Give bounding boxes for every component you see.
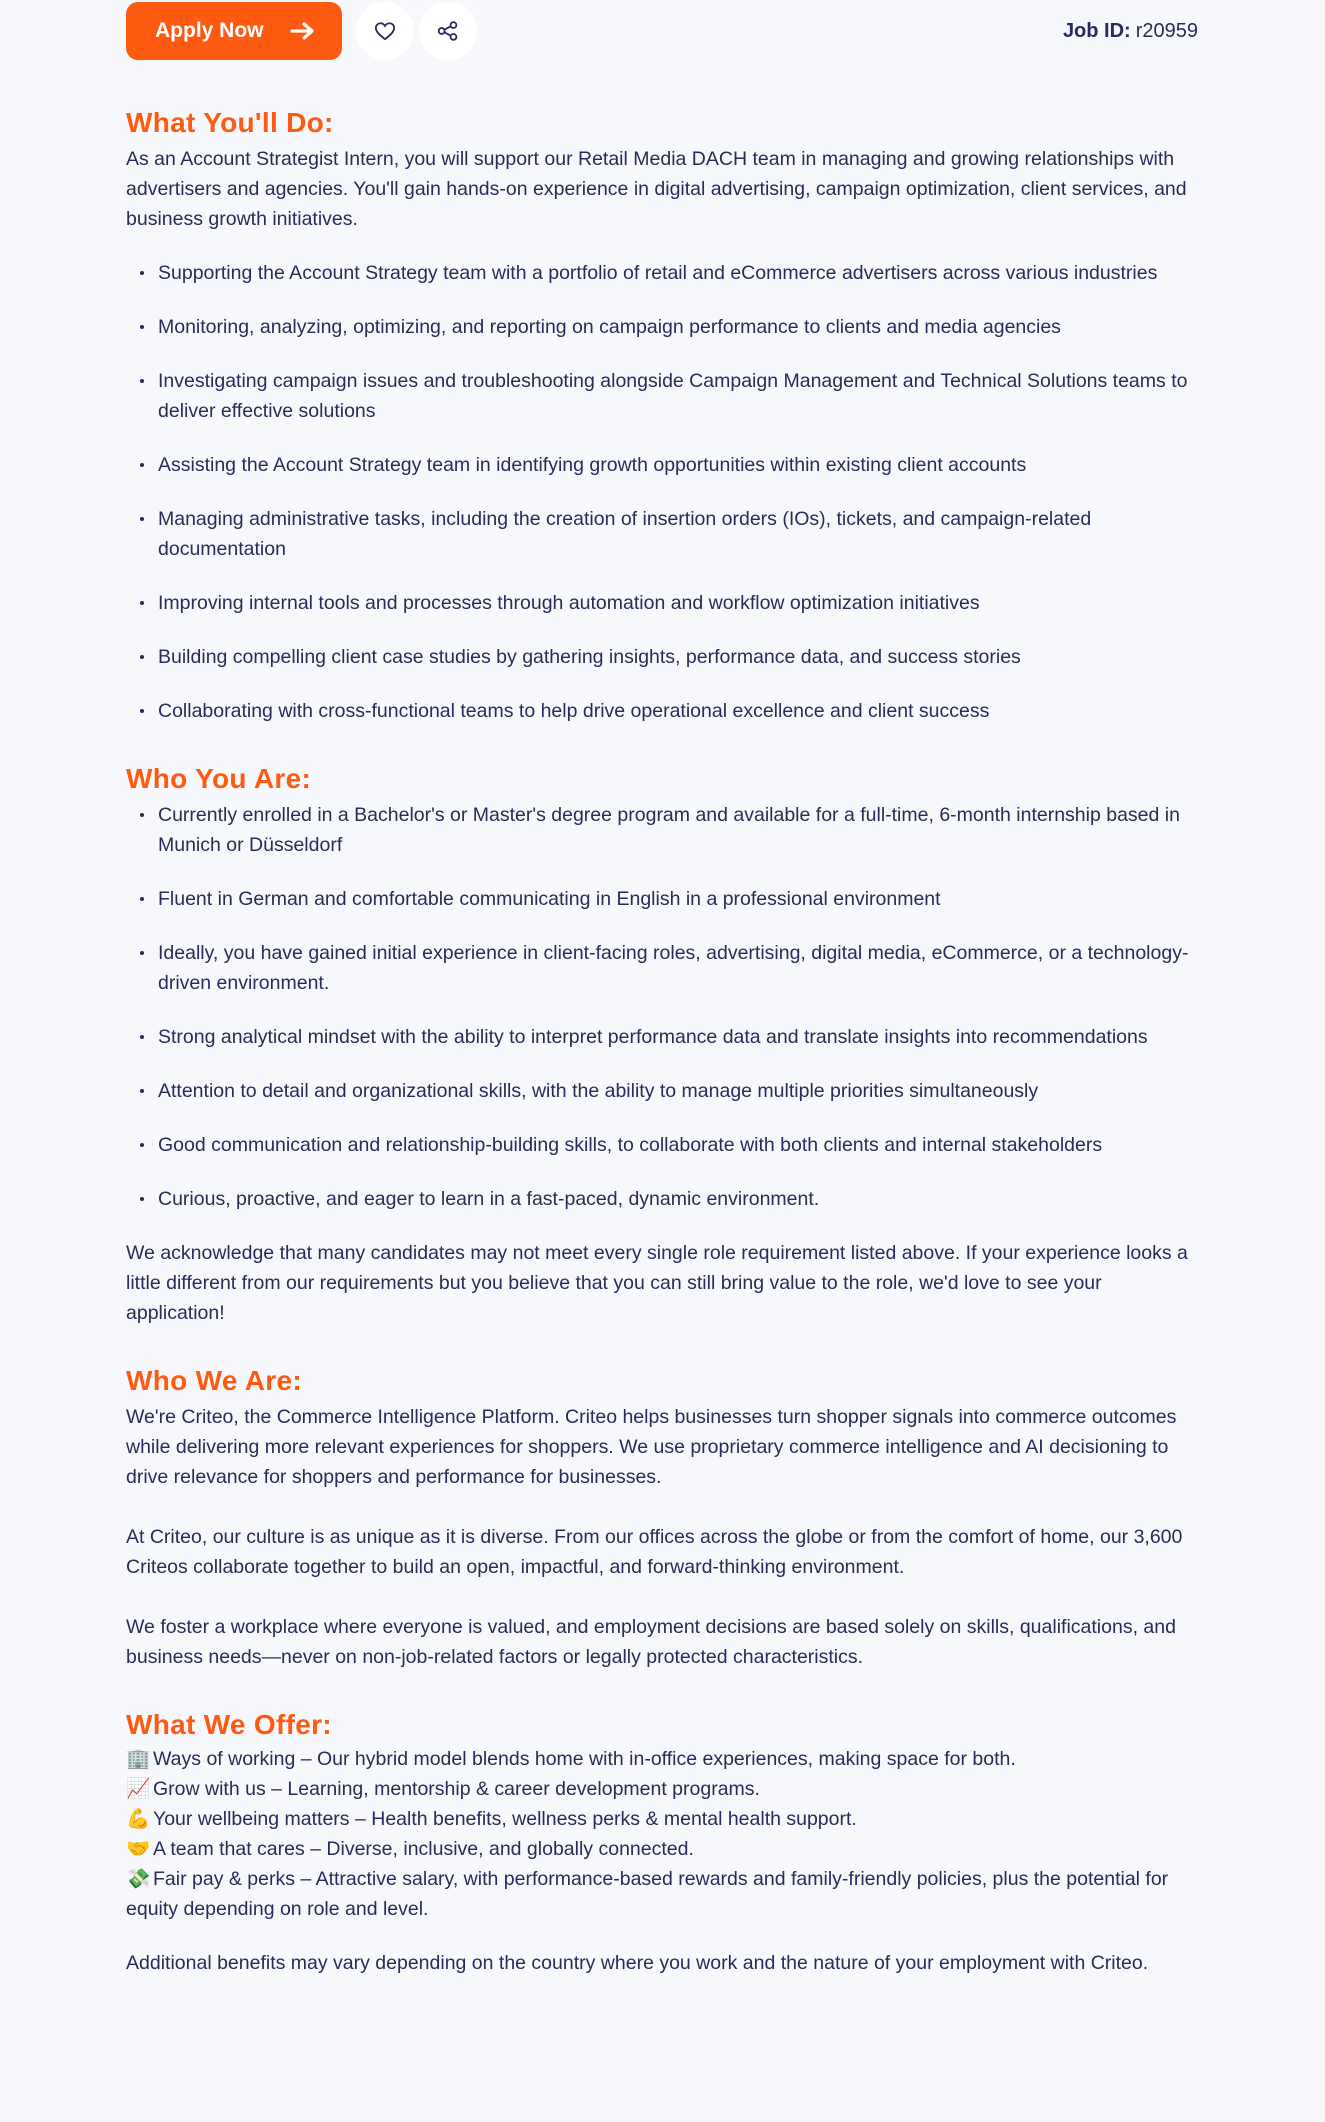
heart-icon [374, 21, 396, 41]
who-we-are-section [126, 1362, 1196, 1672]
list-item: Attention to detail and organizational skills, with the ability to manage multiple priorities simultaneously [126, 1076, 1196, 1106]
job-action-bar [126, 2, 1198, 60]
responsibilities-list [126, 258, 1196, 726]
list-item: Managing administrative tasks, including the creation of insertion orders (IOs), tickets, and campaign-related documentation [126, 504, 1196, 564]
list-item: Supporting the Account Strategy team with a portfolio of retail and eCommerce advertisers across various industries [126, 258, 1196, 288]
list-item: Assisting the Account Strategy team in identifying growth opportunities within existing client accounts [126, 450, 1196, 480]
share-icon [437, 21, 459, 41]
paragraph: At Criteo, our culture is as unique as it is diverse. From our offices across the globe or from the comfort of home, our 3,600 Criteos collaborate together to build an open, impactful, and forward-thinking environment. [126, 1526, 1183, 1578]
apply-now-button[interactable] [126, 2, 342, 60]
benefit-text: Your wellbeing matters – Health benefits, wellness perks & mental health support. [153, 1808, 857, 1830]
requirements-list [126, 800, 1196, 1214]
share-button[interactable] [419, 2, 477, 60]
section-title: What We Offer: [126, 1709, 332, 1740]
section-title: Who We Are: [126, 1365, 302, 1396]
section-closing: We acknowledge that many candidates may not meet every single role requirement listed above. If your experience looks a little different from our requirements but you believe that you can still bring value to the role, we'd love to see your application! [126, 1242, 1188, 1324]
job-id-label: Job ID: [1062, 20, 1131, 42]
benefits-footer: Additional benefits may vary depending on the country where you work and the nature of your employment with Criteo. [126, 1952, 1149, 1974]
handshake-icon: 🤝 [126, 1838, 151, 1860]
benefit-text: Fair pay & perks – Attractive salary, with performance-based rewards and family-friendly policies, plus the potential for equity depending on role and level. [126, 1868, 1169, 1920]
arrow-right-icon [290, 21, 316, 41]
list-item: Improving internal tools and processes through automation and workflow optimization initiatives [126, 588, 1196, 618]
what-you-do-section [126, 104, 1196, 726]
section-title: What You'll Do: [126, 107, 334, 138]
office-building-icon: 🏢 [126, 1748, 151, 1770]
section-intro: As an Account Strategist Intern, you will support our Retail Media DACH team in managing and growing relationships with advertisers and agencies. You'll gain hands-on experience in digital advertising, campaign optimization, client services, and business growth initiatives. [126, 148, 1187, 230]
benefits-list [126, 1744, 1196, 1924]
job-id-value: r20959 [1135, 20, 1198, 42]
benefit-text: Ways of working – Our hybrid model blends home with in-office experiences, making space for both. [153, 1748, 1016, 1770]
list-item: Fluent in German and comfortable communicating in English in a professional environment [126, 884, 1196, 914]
job-description [126, 104, 1196, 1978]
benefit-item [126, 1864, 1196, 1924]
list-item: Investigating campaign issues and troubleshooting alongside Campaign Management and Technical Solutions teams to deliver effective solutions [126, 366, 1196, 426]
what-we-offer-section [126, 1706, 1196, 1978]
list-item: Curious, proactive, and eager to learn in a fast-paced, dynamic environment. [126, 1184, 1196, 1214]
paragraph: We're Criteo, the Commerce Intelligence Platform. Criteo helps businesses turn shopper signals into commerce outcomes while delivering more relevant experiences for shoppers. We use proprietary commerce intelligence and AI decisioning to drive relevance for shoppers and performance for businesses. [126, 1406, 1177, 1488]
benefit-text: Grow with us – Learning, mentorship & career development programs. [153, 1778, 760, 1800]
list-item: Monitoring, analyzing, optimizing, and reporting on campaign performance to clients and media agencies [126, 312, 1196, 342]
benefit-text: A team that cares – Diverse, inclusive, and globally connected. [153, 1838, 694, 1860]
flexed-biceps-icon: 💪 [126, 1808, 151, 1830]
who-you-are-section [126, 760, 1196, 1328]
benefit-item [126, 1744, 1196, 1774]
list-item: Strong analytical mindset with the ability to interpret performance data and translate insights into recommendations [126, 1022, 1196, 1052]
paragraph: We foster a workplace where everyone is valued, and employment decisions are based solely on skills, qualifications, and business needs—never on non-job-related factors or legally protected characteristics. [126, 1616, 1176, 1668]
benefit-item [126, 1774, 1196, 1804]
benefit-item [126, 1834, 1196, 1864]
list-item: Ideally, you have gained initial experience in client-facing roles, advertising, digital media, eCommerce, or a technology-driven environment. [126, 938, 1196, 998]
benefit-item [126, 1804, 1196, 1834]
list-item: Building compelling client case studies by gathering insights, performance data, and success stories [126, 642, 1196, 672]
list-item: Currently enrolled in a Bachelor's or Master's degree program and available for a full-time, 6-month internship based in Munich or Düsseldorf [126, 800, 1196, 860]
section-title: Who You Are: [126, 763, 312, 794]
favorite-button[interactable] [356, 2, 414, 60]
money-with-wings-icon: 💸 [126, 1868, 151, 1890]
chart-increasing-icon: 📈 [126, 1778, 151, 1800]
job-id [1063, 20, 1198, 43]
list-item: Collaborating with cross-functional teams to help drive operational excellence and client success [126, 696, 1196, 726]
list-item: Good communication and relationship-building skills, to collaborate with both clients and internal stakeholders [126, 1130, 1196, 1160]
apply-now-label: Apply Now [155, 19, 264, 42]
